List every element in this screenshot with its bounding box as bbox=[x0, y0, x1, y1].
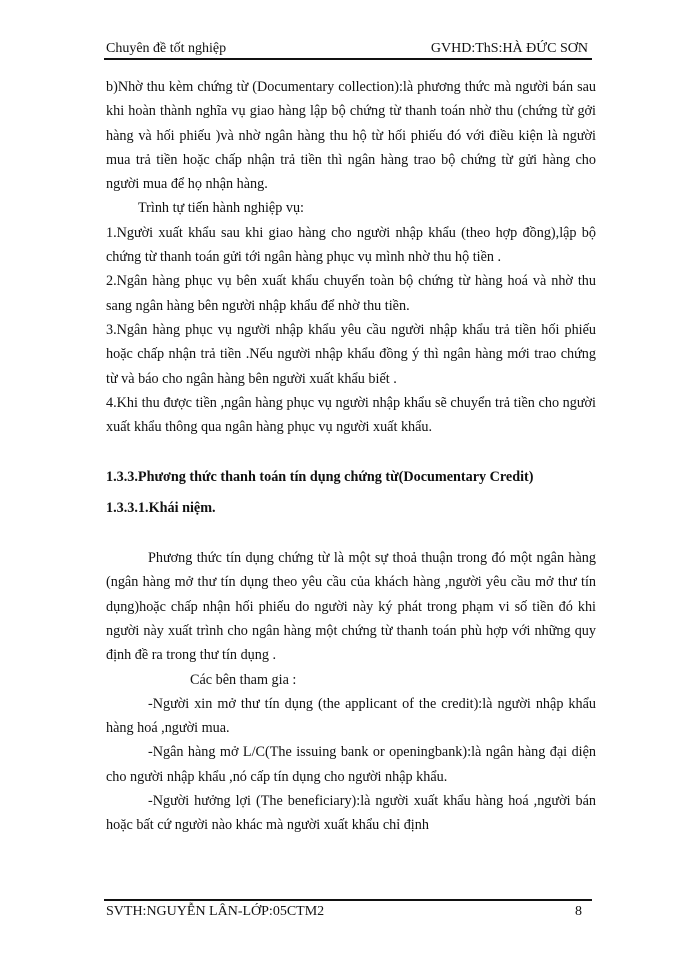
subsection-heading: 1.3.3.1.Khái niệm. bbox=[106, 499, 216, 516]
header-rule bbox=[104, 58, 592, 60]
footer-rule bbox=[104, 899, 592, 901]
header-left-text: Chuyên đề tốt nghiệp bbox=[106, 41, 227, 56]
paragraph-definition: Phương thức tín dụng chứng từ là một sự thoả thuận trong đó một ngân hàng (ngân hàng mở thư tín dụng theo yêu cầu của khách hàng ,người yêu cầu mở thư tín dụng)hoặc chấp nhận hối phiếu do người này ký phát trong phạm vi số tiền đó khi người này xuất trình cho ngân hàng một chứng từ thanh toán phù hợp với những quy định đề ra trong thư tín dụng . bbox=[106, 550, 596, 664]
paragraph-beneficiary: -Người hưởng lợi (The beneficiary):là người xuất khẩu hàng hoá ,người bán hoặc bất cứ người nào khác mà người xuất khẩu chỉ định bbox=[106, 793, 596, 834]
page-header bbox=[106, 37, 588, 57]
paragraph-procedure-intro: Trình tự tiến hành nghiệp vụ: bbox=[138, 200, 304, 217]
header-right-text: GVHD:ThS:HÀ ĐỨC SƠN bbox=[430, 41, 588, 56]
page-footer bbox=[106, 904, 582, 920]
paragraph-applicant: -Người xin mở thư tín dụng (the applicant of the credit):là người nhập khẩu hàng hoá ,người mua. bbox=[106, 695, 596, 737]
paragraph-step-3: 3.Ngân hàng phục vụ người nhập khẩu yêu cầu người nhập khẩu trả tiền hối phiếu hoặc chấp nhận trả tiền .Nếu người nhập khẩu đồng ý thì ngân hàng mới trao chứng từ và báo cho ngân hàng bên người xuất khẩu biết . bbox=[106, 321, 596, 387]
paragraph-issuing-bank: -Ngân hàng mở L/C(The issuing bank or openingbank):là ngân hàng đại diện cho người nhập khẩu ,nó cấp tín dụng cho người nhập khẩu. bbox=[106, 744, 596, 785]
paragraph-step-4: 4.Khi thu được tiền ,ngân hàng phục vụ người nhập khẩu sẽ chuyển trả tiền cho người xuất khẩu thông qua ngân hàng phục vụ người xuất khẩu. bbox=[106, 394, 596, 436]
footer-left-text: SVTH:NGUYỄN LÂN-LỚP:05CTM2 bbox=[106, 904, 325, 919]
document-body bbox=[106, 75, 596, 838]
page-number: 8 bbox=[575, 904, 582, 919]
section-heading: 1.3.3.Phương thức thanh toán tín dụng chứng từ(Documentary Credit) bbox=[106, 469, 534, 486]
paragraph-step-1: 1.Người xuất khẩu sau khi giao hàng cho người nhập khẩu (theo hợp đồng),lập bộ chứng từ thanh toán gửi tới ngân hàng phục vụ mình nhờ thu hộ tiền . bbox=[106, 224, 596, 266]
paragraph-step-2: 2.Ngân hàng phục vụ bên xuất khẩu chuyển toàn bộ chứng từ hàng hoá và nhờ thu sang ngân hàng bên người nhập khẩu để nhờ thu tiền. bbox=[106, 273, 596, 314]
paragraph-parties-intro: Các bên tham gia : bbox=[190, 671, 297, 688]
paragraph-documentary-collection: b)Nhờ thu kèm chứng từ (Documentary collection):là phương thức mà người bán sau khi hoàn thành nghĩa vụ giao hàng lập bộ chứng từ thanh toán nhờ thu (chứng từ gởi hàng và hối phiếu )và nhờ ngân hàng thu hộ từ hối phiếu đó với điều kiện là người mua trả tiền hoặc chấp nhận trả tiền thì ngân hàng trao bộ chứng từ gửi hàng cho người mua để họ nhận hàng. bbox=[106, 79, 596, 193]
